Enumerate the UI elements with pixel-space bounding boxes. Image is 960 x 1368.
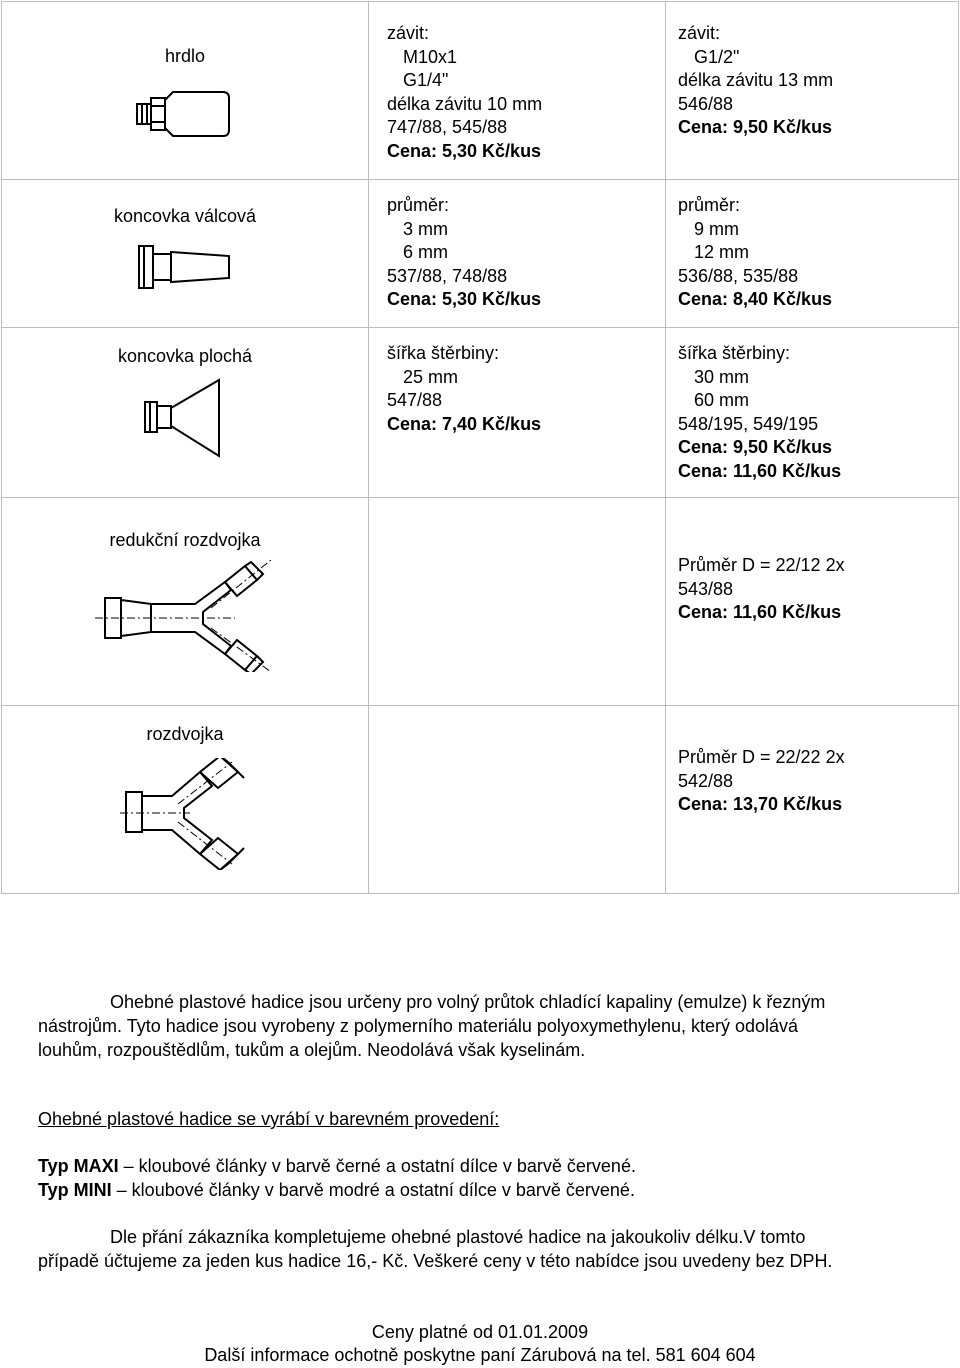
price-line: Cena: 11,60 Kč/kus (678, 460, 842, 481)
spec-list (387, 342, 665, 436)
spec-line: 747/88, 545/88 (387, 117, 508, 137)
spec-line: 60 mm (694, 390, 750, 410)
spec-line: G1/4" (403, 70, 449, 90)
part-cell (2, 328, 369, 498)
part-name: hrdlo (164, 46, 206, 66)
description-line: Ohebné plastové hadice jsou určeny pro volný průtok chladící kapaliny (emulze) k řezným (110, 992, 826, 1012)
description-line: nástrojům. Tyto hadice jsou vyrobeny z polymerního materiálu polyoxymethylenu, který odolává (38, 1016, 799, 1036)
spec-line: délka závitu 13 mm (678, 70, 834, 90)
footer-validity: Ceny platné od 01.01.2009 (371, 1322, 589, 1342)
spec-line: 3 mm (403, 218, 448, 239)
custom-paragraph (38, 1225, 958, 1273)
part-name: rozdvojka (146, 724, 224, 744)
spec-cell (369, 328, 666, 498)
price-line: Cena: 7,40 Kč/kus (387, 413, 542, 434)
part-cell (2, 706, 369, 894)
spec-cell (369, 180, 666, 328)
spec-cell (666, 2, 959, 180)
custom-line: Dle přání zákazníka kompletujeme ohebné plastové hadice na jakoukoliv délku.V tomto (110, 1227, 806, 1247)
types-list (38, 1154, 928, 1202)
hrdlo-drawing (135, 88, 235, 138)
spec-line: průměr: (678, 195, 741, 215)
koncovka-valcova-drawing (137, 242, 233, 292)
spec-line: šířka štěrbiny: (678, 343, 791, 363)
spec-line: 542/88 (678, 770, 734, 791)
table-row (2, 706, 959, 894)
type-label: Typ MINI (38, 1180, 112, 1200)
part-cell (2, 498, 369, 706)
spec-line: průměr: (387, 195, 450, 215)
custom-line: případě účtujeme za jeden kus hadice 16,- Kč. Veškeré ceny v této nabídce jsou uvedeny bez DPH. (38, 1251, 833, 1271)
spec-line: 548/195, 549/195 (678, 413, 819, 434)
description-paragraph (38, 990, 928, 1062)
spec-list (678, 554, 958, 625)
price-line: Cena: 5,30 Kč/kus (387, 140, 542, 161)
spec-line: délka závitu 10 mm (387, 93, 543, 114)
parts-table (1, 1, 959, 894)
spec-line: 543/88 (678, 578, 734, 599)
price-line: Cena: 13,70 Kč/kus (678, 794, 843, 814)
redukcni-rozdvojka-drawing (95, 560, 275, 672)
part-name: koncovka plochá (117, 346, 253, 366)
spec-list (678, 342, 958, 483)
type-text: – kloubové články v barvě černé a ostatní dílce v barvě červené. (118, 1156, 636, 1176)
spec-cell (666, 706, 959, 894)
table-row (2, 180, 959, 328)
price-line: Cena: 11,60 Kč/kus (678, 602, 842, 622)
spec-line: 30 mm (694, 366, 750, 387)
spec-line: Průměr D = 22/12 2x (678, 555, 845, 575)
koncovka-plocha-drawing (143, 376, 227, 460)
spec-line: 12 mm (694, 242, 750, 262)
part-name: koncovka válcová (113, 206, 257, 226)
spec-list (678, 194, 958, 312)
spec-line: šířka štěrbiny: (387, 343, 500, 363)
description-line: louhům, rozpouštědlům, tukům a olejům. Neodolává však kyselinám. (38, 1040, 586, 1060)
spec-line: 9 mm (694, 218, 739, 239)
price-line: Cena: 9,50 Kč/kus (678, 117, 833, 137)
rozdvojka-drawing (120, 758, 250, 870)
spec-cell (369, 2, 666, 180)
price-line: Cena: 9,50 Kč/kus (678, 437, 833, 457)
spec-cell (369, 498, 666, 706)
table-row (2, 328, 959, 498)
price-line: Cena: 5,30 Kč/kus (387, 289, 542, 309)
spec-cell (666, 180, 959, 328)
spec-cell (666, 328, 959, 498)
table-row (2, 498, 959, 706)
spec-line: G1/2" (694, 46, 740, 67)
type-item (38, 1178, 928, 1202)
spec-cell (666, 498, 959, 706)
spec-line: 537/88, 748/88 (387, 265, 508, 286)
type-item (38, 1154, 928, 1178)
part-cell (2, 180, 369, 328)
table-row (2, 2, 959, 180)
spec-list (678, 746, 958, 817)
spec-line: 546/88 (678, 93, 734, 114)
colors-heading: Ohebné plastové hadice se vyrábí v barevném provedení: (38, 1109, 500, 1129)
part-name: redukční rozdvojka (109, 530, 261, 550)
type-text: – kloubové články v barvě modré a ostatní dílce v barvě červené. (111, 1180, 635, 1200)
spec-cell (369, 706, 666, 894)
spec-line: Průměr D = 22/22 2x (678, 747, 845, 767)
spec-line: 25 mm (403, 366, 459, 387)
spec-line: 6 mm (403, 242, 448, 262)
type-label: Typ MAXI (38, 1156, 119, 1176)
part-cell (2, 2, 369, 180)
spec-list (678, 22, 958, 140)
spec-list (387, 194, 665, 312)
spec-list (387, 22, 665, 163)
price-line: Cena: 8,40 Kč/kus (678, 289, 833, 309)
spec-line: 536/88, 535/88 (678, 265, 799, 286)
spec-line: M10x1 (403, 46, 458, 67)
spec-line: závit: (387, 23, 430, 43)
spec-line: závit: (678, 23, 721, 43)
footer-contact: Další informace ochotně poskytne paní Zárubová na tel. 581 604 604 (204, 1345, 756, 1365)
spec-line: 547/88 (387, 390, 443, 410)
